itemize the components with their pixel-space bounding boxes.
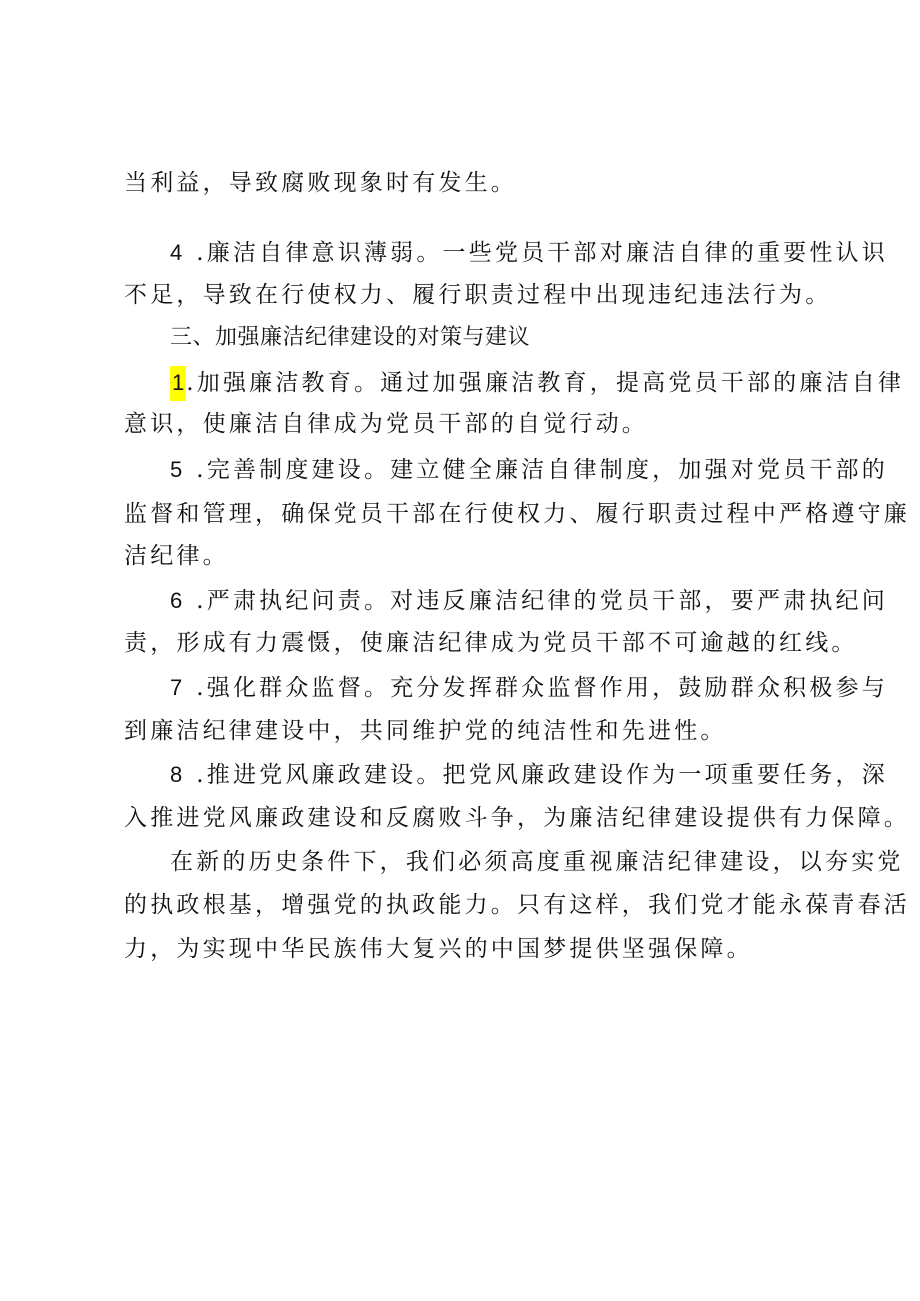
list-item-8-line2: [124, 807, 910, 830]
list-item-6: [170, 590, 888, 613]
list-item-6-line2: [124, 632, 858, 655]
text-line: 洁纪律。: [124, 543, 229, 569]
section-title: 三、加强廉洁纪律建设的对策与建议: [170, 325, 531, 350]
item-number: 5: [170, 457, 183, 482]
list-item-7-line2: [124, 720, 727, 743]
list-item-8: [170, 764, 888, 787]
text-line: 在新的历史条件下，我们必须高度重视廉洁纪律建设，以夯实党: [170, 849, 904, 875]
text-line: .廉洁自律意识薄弱。一些党员干部对廉洁自律的重要性认识: [196, 240, 888, 266]
list-item-5-line2: [124, 503, 910, 526]
item-number: 7: [170, 675, 183, 700]
item-number: 8: [170, 762, 183, 787]
list-item-4: [170, 242, 888, 265]
text-line: 当利益，导致腐败现象时有发生。: [124, 170, 517, 196]
conclusion-line3: [124, 938, 753, 961]
text-line: 到廉洁纪律建设中，共同维护党的纯洁性和先进性。: [124, 718, 727, 744]
text-line: 的执政根基，增强党的执政能力。只有这样，我们党才能永葆青春活: [124, 892, 910, 918]
list-item-5: [170, 459, 888, 482]
item-number: 4: [170, 240, 183, 265]
text-line: .强化群众监督。充分发挥群众监督作用，鼓励群众积极参与: [196, 675, 888, 701]
conclusion-paragraph: [170, 851, 904, 874]
text-line: .完善制度建设。建立健全廉洁自律制度，加强对党员干部的: [196, 457, 888, 483]
conclusion-line2: [124, 894, 910, 917]
paragraph-continuation: [124, 172, 517, 195]
text-line: .加强廉洁教育。通过加强廉洁教育，提高党员干部的廉洁自律: [186, 370, 905, 396]
text-line: .严肃执纪问责。对违反廉洁纪律的党员干部，要严肃执纪问: [196, 588, 888, 614]
text-line: 不足，导致在行使权力、履行职责过程中出现违纪违法行为。: [124, 282, 832, 308]
list-item-5-line3: [124, 545, 229, 568]
text-line: 责，形成有力震慑，使廉洁纪律成为党员干部不可逾越的红线。: [124, 630, 858, 656]
text-line: 力，为实现中华民族伟大复兴的中国梦提供坚强保障。: [124, 936, 753, 962]
highlighted-item-number: 1: [170, 366, 186, 401]
text-line: 入推进党风廉政建设和反腐败斗争，为廉洁纪律建设提供有力保障。: [124, 805, 910, 831]
list-item-7: [170, 677, 888, 700]
text-line: 监督和管理，确保党员干部在行使权力、履行职责过程中严格遵守廉: [124, 501, 910, 527]
list-item-1: [170, 372, 904, 395]
item-number: 6: [170, 588, 183, 613]
list-item-1-line2: [124, 413, 648, 436]
text-line: .推进党风廉政建设。把党风廉政建设作为一项重要任务，深: [196, 762, 888, 788]
text-line: 意识，使廉洁自律成为党员干部的自觉行动。: [124, 411, 648, 437]
list-item-4-line2: [124, 284, 831, 307]
section-heading: [170, 327, 530, 349]
